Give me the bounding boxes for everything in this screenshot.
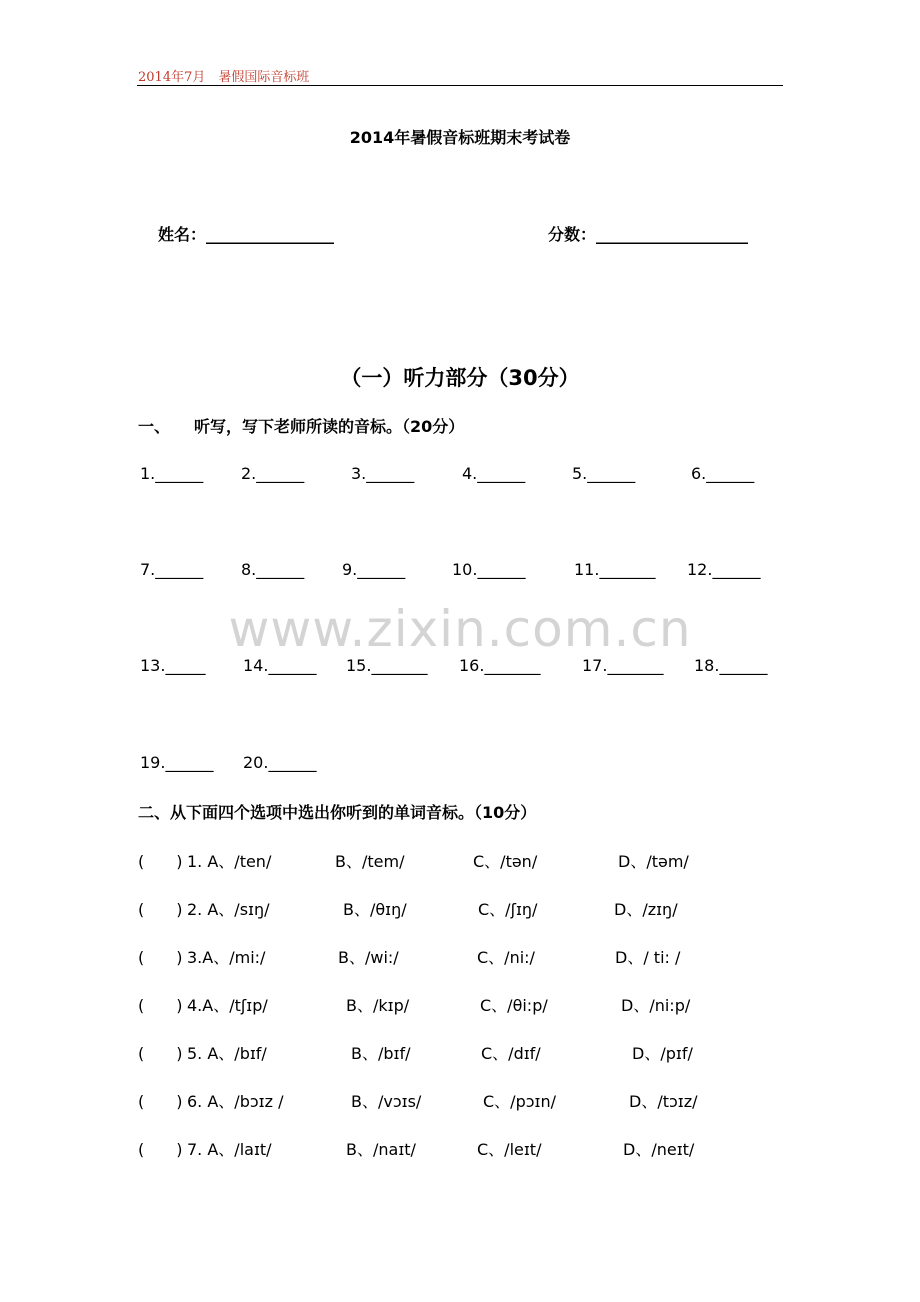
option-a: 1. A、/ten/ xyxy=(187,852,272,871)
option-b: B、/θɪŋ/ xyxy=(343,900,407,919)
answer-bracket[interactable]: ( ) xyxy=(138,900,183,919)
option-b: B、/tem/ xyxy=(335,852,405,871)
score-field[interactable]: 分数：___________________ xyxy=(548,225,749,244)
dictation-blank[interactable]: 11._______ xyxy=(574,560,656,579)
option-d: D、/ ti: / xyxy=(615,948,681,967)
option-c: C、/leɪt/ xyxy=(477,1140,542,1159)
option-c: C、/θi:p/ xyxy=(480,996,548,1015)
dictation-blank[interactable]: 4.______ xyxy=(462,464,526,483)
dictation-blank[interactable]: 7.______ xyxy=(140,560,204,579)
option-d: D、/zɪŋ/ xyxy=(614,900,678,919)
option-b: B、/naɪt/ xyxy=(346,1140,416,1159)
section-title: （一）听力部分（30分） xyxy=(340,366,580,390)
option-b: B、/bɪf/ xyxy=(351,1044,411,1063)
dictation-blank[interactable]: 20.______ xyxy=(243,753,317,772)
option-d: D、/ni:p/ xyxy=(621,996,691,1015)
answer-bracket[interactable]: ( ) xyxy=(138,1044,183,1063)
option-d: D、/neɪt/ xyxy=(623,1140,695,1159)
option-a: 4.A、/tʃɪp/ xyxy=(187,996,268,1015)
part1-heading: 一、 听写，写下老师所读的音标。（20分） xyxy=(138,417,465,436)
option-c: C、/ni:/ xyxy=(477,948,535,967)
dictation-blank[interactable]: 10.______ xyxy=(452,560,526,579)
option-a: 2. A、/sɪŋ/ xyxy=(187,900,270,919)
dictation-blank[interactable]: 14.______ xyxy=(243,656,317,675)
dictation-blank[interactable]: 15._______ xyxy=(346,656,428,675)
option-c: C、/pɔɪn/ xyxy=(483,1092,556,1111)
option-a: 7. A、/laɪt/ xyxy=(187,1140,272,1159)
dictation-blank[interactable]: 16._______ xyxy=(459,656,541,675)
option-a: 6. A、/bɔɪz / xyxy=(187,1092,284,1111)
answer-bracket[interactable]: ( ) xyxy=(138,996,183,1015)
option-b: B、/wi:/ xyxy=(338,948,399,967)
answer-bracket[interactable]: ( ) xyxy=(138,1140,183,1159)
option-c: C、/dɪf/ xyxy=(481,1044,541,1063)
part2-heading: 二、从下面四个选项中选出你听到的单词音标。（10分） xyxy=(138,803,537,822)
dictation-blank[interactable]: 5.______ xyxy=(572,464,636,483)
dictation-blank[interactable]: 6.______ xyxy=(691,464,755,483)
dictation-blank[interactable]: 2.______ xyxy=(241,464,305,483)
option-d: D、/pɪf/ xyxy=(632,1044,693,1063)
option-c: C、/ʃɪŋ/ xyxy=(478,900,538,919)
page-header-text: 2014年7月 暑假国际音标班 xyxy=(138,70,310,85)
dictation-blank[interactable]: 13._____ xyxy=(140,656,206,675)
option-a: 5. A、/bɪf/ xyxy=(187,1044,267,1063)
name-field[interactable]: 姓名：________________ xyxy=(158,225,335,244)
option-b: B、/kɪp/ xyxy=(346,996,410,1015)
dictation-blank[interactable]: 8.______ xyxy=(241,560,305,579)
exam-title: 2014年暑假音标班期末考试卷 xyxy=(349,128,571,147)
header-divider xyxy=(137,85,783,86)
option-c: C、/tən/ xyxy=(473,852,538,871)
option-d: D、/tɔɪz/ xyxy=(629,1092,698,1111)
answer-bracket[interactable]: ( ) xyxy=(138,948,183,967)
option-a: 3.A、/mi:/ xyxy=(187,948,266,967)
dictation-blank[interactable]: 12.______ xyxy=(687,560,761,579)
option-d: D、/təm/ xyxy=(618,852,689,871)
answer-bracket[interactable]: ( ) xyxy=(138,1092,183,1111)
dictation-blank[interactable]: 17._______ xyxy=(582,656,664,675)
dictation-blank[interactable]: 18.______ xyxy=(694,656,768,675)
answer-bracket[interactable]: ( ) xyxy=(138,852,183,871)
watermark: www.zixin.com.cn xyxy=(228,600,692,658)
dictation-blank[interactable]: 19.______ xyxy=(140,753,214,772)
dictation-blank[interactable]: 1.______ xyxy=(140,464,204,483)
dictation-blank[interactable]: 9.______ xyxy=(342,560,406,579)
option-b: B、/vɔɪs/ xyxy=(351,1092,422,1111)
dictation-blank[interactable]: 3.______ xyxy=(351,464,415,483)
